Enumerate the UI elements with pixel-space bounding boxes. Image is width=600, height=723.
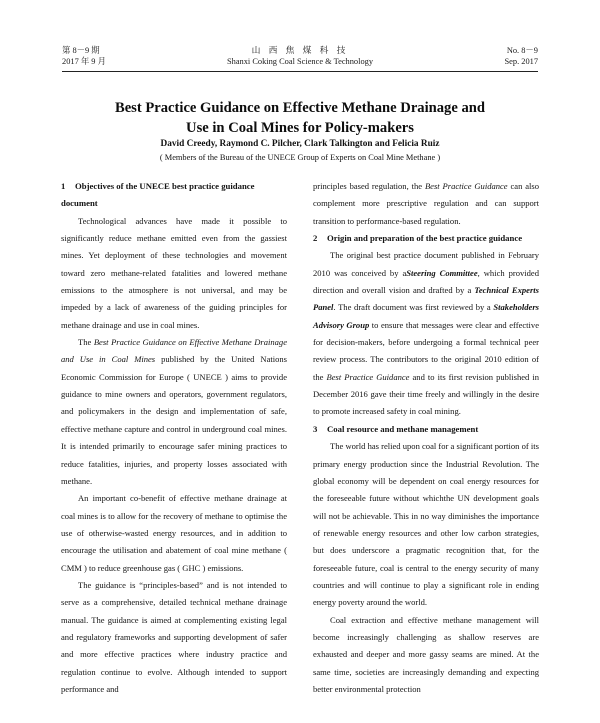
header-issue-cn: 第 8－9 期: [62, 46, 100, 55]
left-column: [61, 178, 287, 698]
section-2-number: 2: [313, 233, 318, 244]
steering-committee-term: Steering Committee: [406, 267, 478, 278]
left-paragraph-3: An important co-benefit of effective methane drainage at coal mines is to allow for the recovery of methane to optimise the use of otherwise-wasted energy resources, and in addition to encourage the utilisation and abatement of coal mine methane ( CMM ) to reduce greenhouse gas ( GHC ) emissions.: [61, 493, 287, 573]
best-practice-guidance-term: Best Practice Guidance: [326, 371, 410, 382]
left-paragraph-2-body: published by the United Nations Economic Commission for Europe ( UNECE ) aims to provide guidance to mine owners and operators, government regulators, and policymakers in the design and implementation of safe, effective methane capture and control in underground coal mines. It is intended primarily to encourage safer mining practices to reduce fatalities, injuries, and property losses associated with methane.: [61, 354, 287, 486]
right-paragraph-0-lead: principles based regulation, the: [313, 181, 425, 191]
section-1-heading: [61, 178, 287, 213]
right-paragraph-1-part-b: , which provided direction and overall vision and drafted by a: [313, 267, 540, 296]
right-paragraph-0: [313, 178, 539, 230]
section-1-title: Objectives of the UNECE best practice guidance document: [61, 181, 255, 209]
left-paragraph-1: Technological advances have made it possible to significantly reduce methane emitted even from the gassiest mines. Yet deployment of these technologies and movement toward zero methane-related fatalities and lowered methane emissions to the atmosphere is not universal, and may be impeded by a lack of awareness of the guiding principles for methane drainage and use in coal mines.: [61, 215, 287, 330]
article-title-line-2: Use in Coal Mines for Policy-makers: [186, 119, 414, 136]
article-title-line-1: Best Practice Guidance on Effective Methane Drainage and: [114, 100, 486, 116]
right-paragraph-2: The world has relied upon coal for a significant portion of its primary energy production since the Industrial Revolution. The global economy will be dependent on coal energy resources for the foreseeable future without whichthe UN development goals will not be achievable. This in no way diminishes the importance of renewable energy resources and other low carbon strategies, but does underscore a pragmatic recognition that, for the foreseeable future, coal is central to the energy security of many countries and will continue to play a significant role in ending energy poverty around the world.: [313, 441, 539, 608]
header-journal-en: Shanxi Coking Coal Science & Technology: [226, 57, 374, 66]
right-paragraph-1-lead: The original best practice document published in February 2010 was conceived by a: [313, 250, 539, 278]
guidance-title-italic: Best Practice Guidance on Effective Methane Drainage and Use in Coal Mines: [61, 337, 287, 365]
left-paragraph-2: [61, 334, 287, 490]
right-paragraph-1-part-c: . The draft document was first reviewed by a: [333, 302, 494, 313]
right-paragraph-1-part-d: to ensure that messages were clear and effective for decision-makers, before undergoing a formal technical peer review process. The contributors to the original 2010 edition of the: [313, 319, 539, 382]
header-rule: [62, 71, 538, 72]
section-2-heading: [313, 230, 539, 247]
left-paragraph-2-lead: The: [78, 337, 94, 348]
header-date-cn: 2017 年 9 月: [62, 57, 106, 66]
section-3-title: Coal resource and methane management: [327, 423, 479, 434]
right-paragraph-0-italic: Best Practice Guidance: [424, 181, 508, 191]
section-3-heading: [313, 421, 539, 438]
article-affiliation: ( Members of the Bureau of the UNECE Group of Experts on Coal Mine Methane ): [159, 153, 441, 162]
right-column: [313, 178, 539, 698]
right-paragraph-0-body: can also complement more prescriptive regulation and can support transition to performance-based regulation.: [313, 181, 540, 226]
header-journal-cn: 山 西 焦 煤 科 技: [251, 45, 349, 55]
article-title: [80, 99, 520, 138]
section-1-number: 1: [61, 181, 66, 191]
left-paragraph-4: The guidance is “principles-based” and is not intended to serve as a comprehensive, detailed technical methane drainage manual. The guidance is aimed at complementing existing legal and regulatory frameworks and supporting development of safer and more effective practices where industry practice and regulation continue to evolve. Although intended to support performance and: [61, 579, 287, 694]
header-date-en: Sep. 2017: [504, 57, 538, 66]
technical-experts-panel-term: Technical Experts Panel: [313, 285, 539, 313]
header-issue-en: No. 8－9: [506, 46, 538, 55]
right-paragraph-3: Coal extraction and effective methane management will become increasingly challenging as shallow reserves are exhausted and deeper and more gassy seams are mined. At the same time, societies are increasingly demanding and expecting better environmental protection: [313, 614, 539, 694]
section-3-number: 3: [313, 423, 318, 434]
stakeholders-advisory-group-term: Stakeholders Advisory Group: [313, 302, 539, 330]
article-authors: David Creedy, Raymond C. Pilcher, Clark Talkington and Felicia Ruiz: [160, 139, 440, 149]
header-issue-en-block: [505, 45, 539, 67]
right-paragraph-1-part-e: and to its first revision published in December 2016 gave their time freely and willingly in the desire to promote increased safety in coal mining.: [313, 371, 539, 417]
right-paragraph-1: [313, 247, 539, 420]
section-2-title: Origin and preparation of the best practice guidance: [327, 233, 523, 244]
